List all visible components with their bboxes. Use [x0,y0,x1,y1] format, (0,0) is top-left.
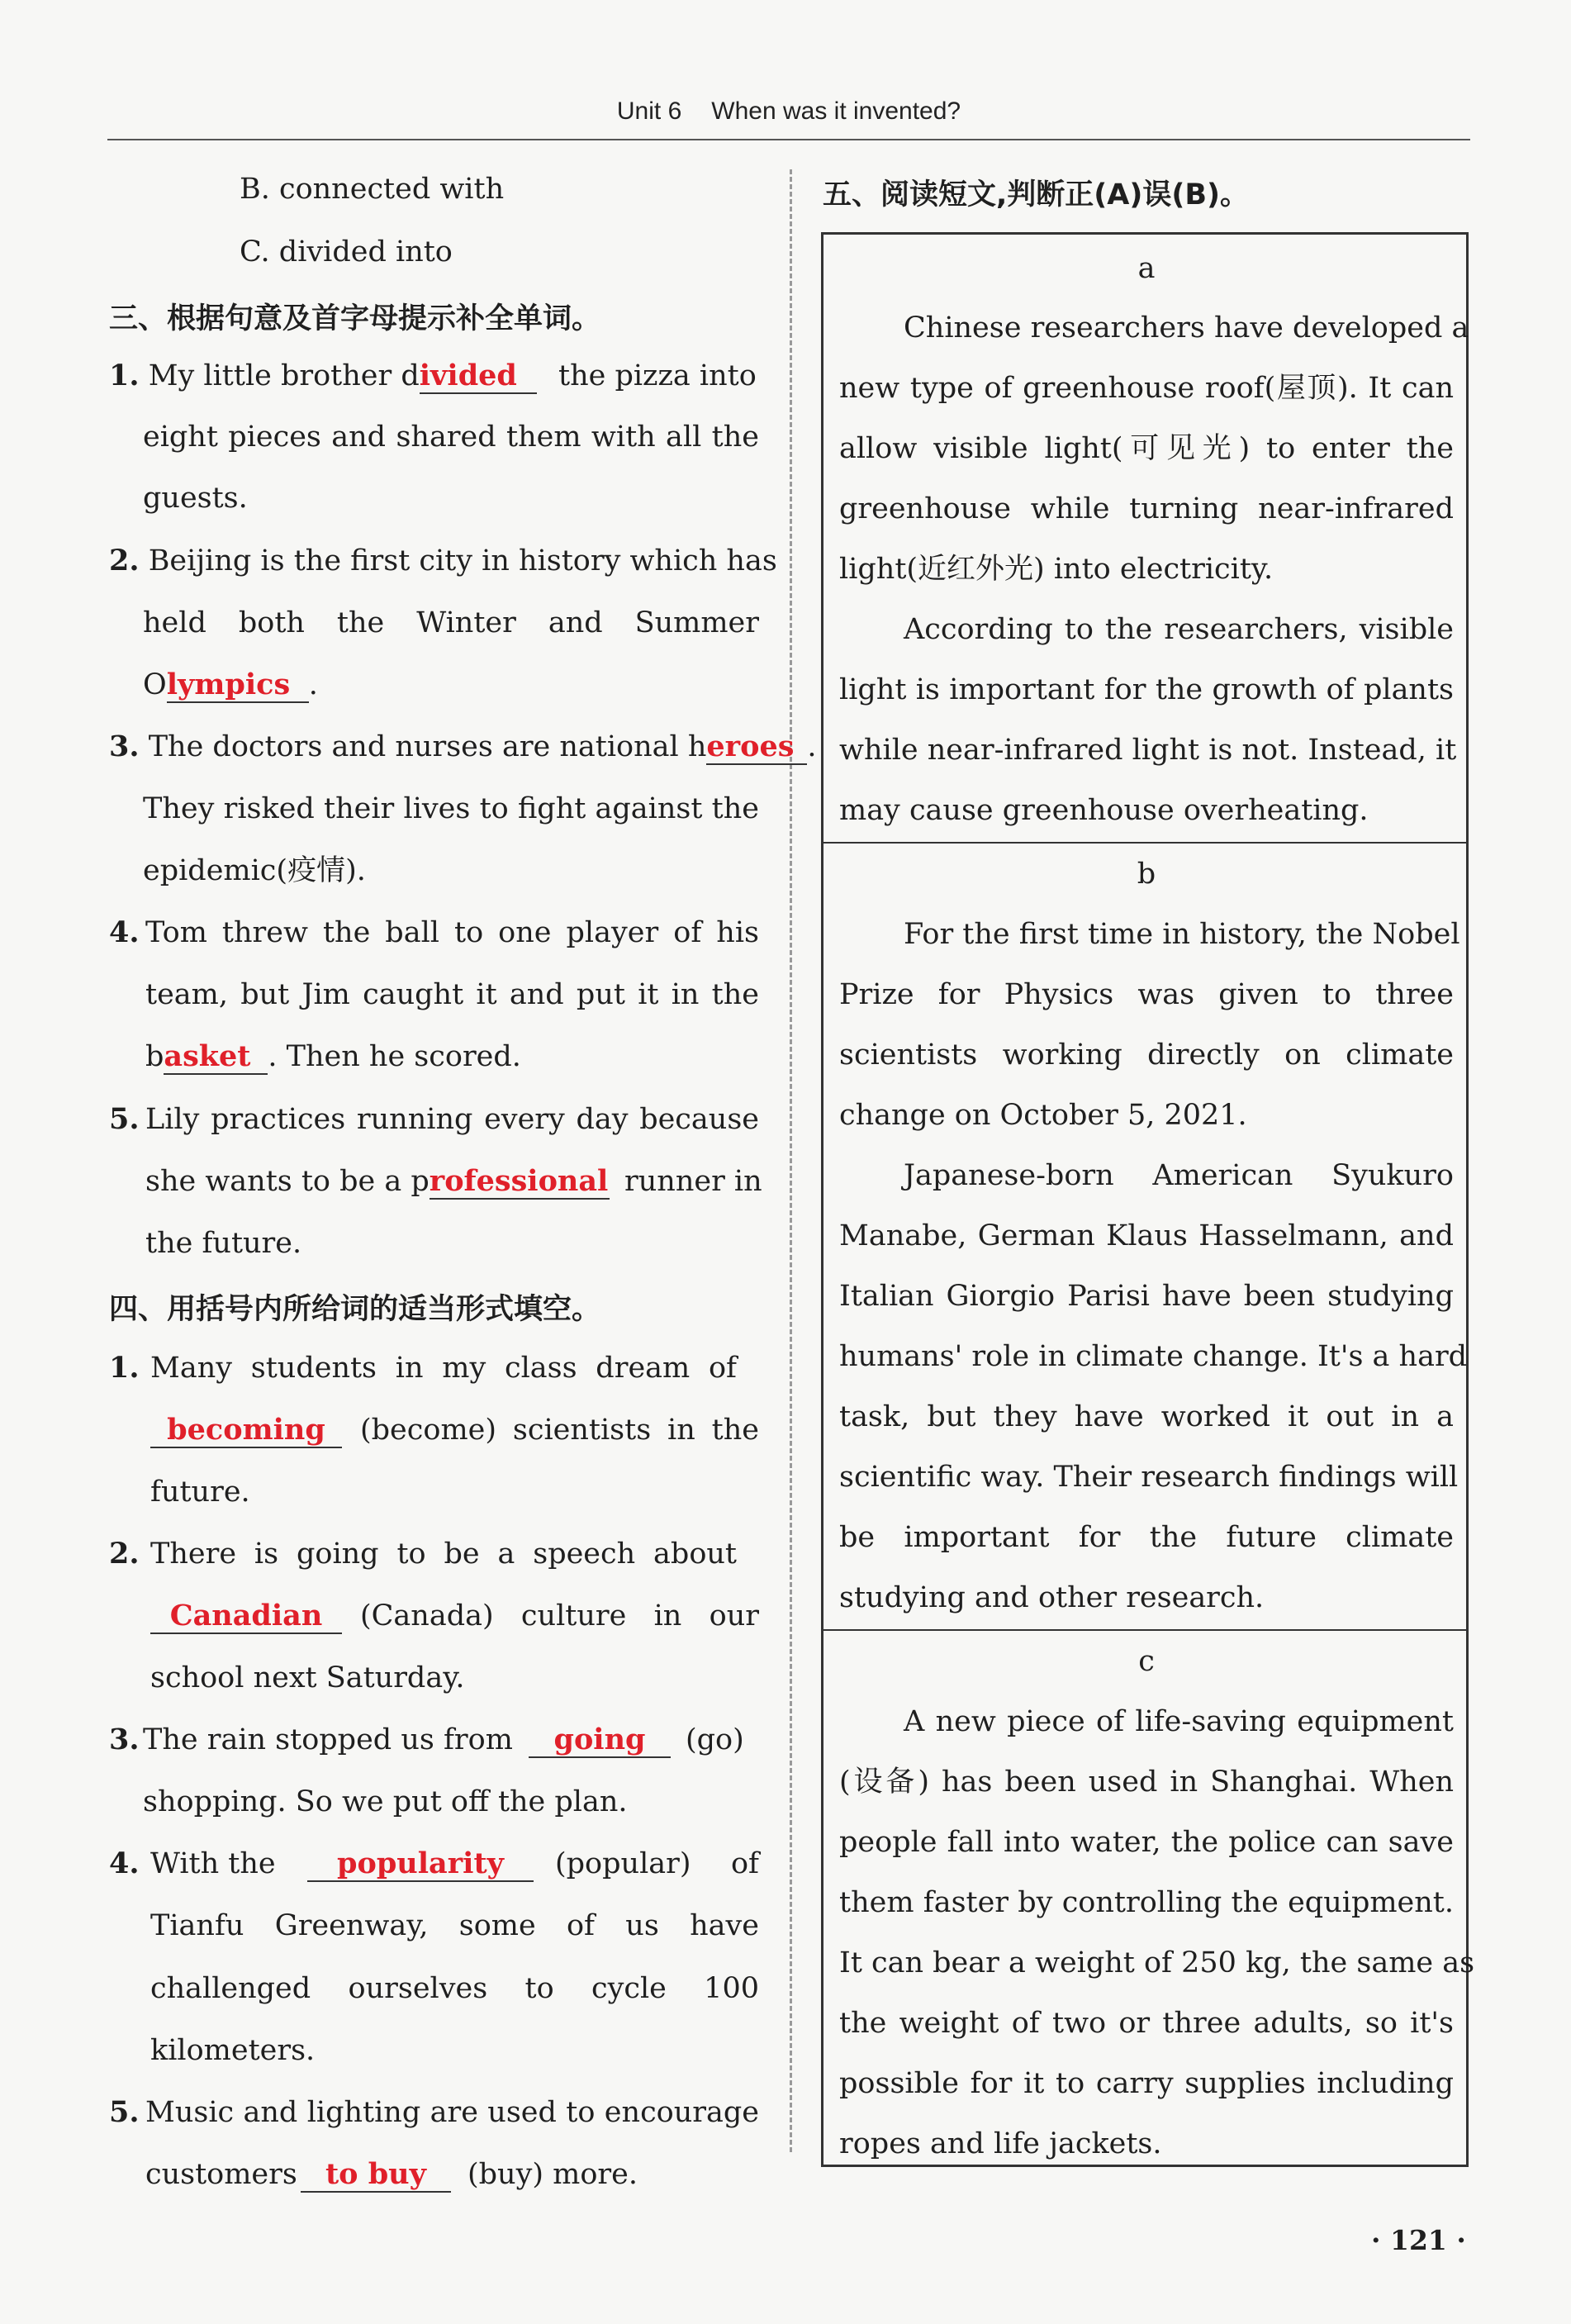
box-divider [823,1629,1466,1631]
answer-blank[interactable]: becoming [150,1414,342,1448]
unit-title: When was it invented? [711,97,961,125]
page-number: · 121 · [1371,2224,1466,2256]
answer-blank[interactable]: rofessional [429,1164,609,1198]
part3-q1-line1: 1. My little brother divided [109,359,537,394]
option-b: B. connected with [240,173,505,206]
answer-blank[interactable]: popularity [307,1848,534,1882]
part3-q3-line1: 3. The doctors and nurses are national heroes . [109,730,817,763]
part3-q4-line1: 4. [109,915,140,949]
part5-title: 五、阅读短文,判断正(A)误(B)。 [823,178,1250,211]
answer-blank[interactable]: asket [164,1041,268,1075]
answer-blank[interactable]: Canadian [150,1600,342,1634]
running-header [107,97,1470,126]
part4-title: 四、用括号内所给词的适当形式填空。 [109,1293,601,1326]
answer-blank[interactable]: ivided [420,360,537,394]
passage-label: a [1137,252,1156,285]
header-rule [107,139,1470,140]
question-number: 1. [109,359,140,392]
box-divider [823,842,1466,844]
answer-blank[interactable]: to buy [301,2159,451,2193]
part3-title: 三、根据句意及首字母提示补全单词。 [109,302,601,335]
answer-blank[interactable]: going [529,1724,671,1758]
part3-q5-line1: 5. [109,1102,140,1136]
unit-label: Unit 6 [616,97,682,125]
answer-blank[interactable]: eroes [706,731,807,765]
column-divider [790,169,792,2152]
part3-q2-line1: 2. Beijing is the first city in history which has [109,544,777,577]
answer-blank[interactable]: lympics [167,669,309,703]
option-c: C. divided into [240,235,453,269]
passage-label: b [1137,858,1156,891]
passage-label: c [1138,1645,1155,1678]
